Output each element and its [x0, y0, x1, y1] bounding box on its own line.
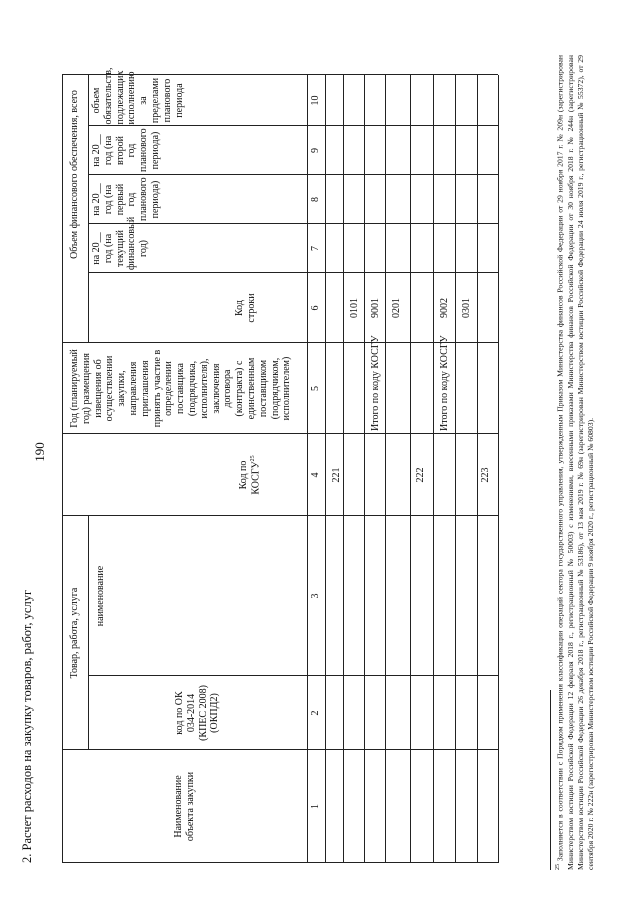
col-num-7: 7	[310, 246, 321, 251]
col-num-2: 2	[310, 710, 321, 716]
kosgu-223: 223	[480, 467, 491, 483]
footnote-mark: 25	[555, 864, 561, 870]
col-num-9: 9	[310, 148, 321, 153]
section-title: 2. Расчет расходов на закупку товаров, работ, услуг	[20, 589, 34, 863]
row-code-9002: 9002	[439, 298, 450, 318]
kosgu-221: 221	[331, 467, 342, 483]
col-num-10: 10	[310, 95, 321, 106]
header-finance-group: Объем финансового обеспечения, всего	[69, 90, 81, 259]
header-year-current: на 20__ год (на текущий финансовый год)	[91, 216, 150, 270]
col-num-8: 8	[310, 197, 321, 202]
col-num-1: 1	[310, 804, 321, 809]
footnote-text: Заполняется в соответствии с Порядком применения классификации операций сектора государственного управления, утвержденным Приказом Министерства финансов Российской Федерации от 29 ноября 2017 г. № 209н (зарегистрирован Министерством юстиции Российской Федерации 12 февраля 2018 г., регистрационный № 50003) с изменениями, внесенными приказами Министерства финансов Российской Федерации от 30 ноября 2018 г. № 244н (зарегистрирован Министерством юстиции Российской Федерации 26 декабря 2018 г., регистрационный № 53186), от 13 мая 2019 г. № 69н (зарегистрирован Министерством юстиции Российской Федерации 24 июля 2019 г., регистрационный № 55372), от 29 сентября 2020 г. № 222н (зарегистрирован Министерством юстиции Российской Федерации 9 ноября 2020 г., регистрационный № 60803).	[555, 54, 596, 870]
row-code-9001: 9001	[370, 298, 381, 318]
footnote-ref: 25	[249, 455, 256, 462]
total-label-1: Итого по коду КОСГУ	[370, 335, 381, 431]
col-num-6: 6	[310, 305, 321, 311]
page-number: 190	[32, 442, 47, 462]
header-year: Год (планируемый год) размещения извещения об осуществлении закупки, направления приглашения принять участие в определении поставщика (подрядчика, исполнителя), заключения договора (контракта) с единственным поставщиком (подрядчиком, исполнителем)	[69, 349, 293, 428]
header-object-name: Наименование объекта закупки	[172, 771, 196, 842]
row-code-0201: 0201	[391, 298, 402, 318]
footnote-rule	[550, 690, 551, 870]
footnote	[555, 55, 596, 870]
header-year-second: на 20__ год (на второй год планового периода)	[91, 128, 161, 172]
total-label-2: Итого по коду КОСГУ	[439, 335, 450, 431]
header-kosgu-code: Код по КОСГУ$^{25}$	[238, 455, 262, 495]
row-code-0301: 0301	[461, 298, 472, 318]
header-code-okpd: код по ОК 034-2014 (КПЕС 2008) (ОКПД2)	[173, 685, 221, 741]
col-num-4: 4	[310, 472, 321, 478]
header-goods-name: наименование	[95, 565, 106, 627]
kosgu-222: 222	[415, 467, 426, 483]
header-beyond-period	[89, 67, 306, 125]
header-row-code: Код строки	[234, 293, 258, 323]
col-num-3: 3	[310, 593, 321, 599]
header-year-first: на 20__ год (на первый год планового периода)	[91, 177, 161, 221]
header-goods-group: Товар, работа, услуга	[69, 587, 81, 679]
header-beyond-label: объем обязательств, подлежащих исполнению за пределами планового периода	[91, 67, 185, 125]
row-code-0101: 0101	[349, 298, 360, 318]
col-num-5: 5	[310, 386, 321, 391]
